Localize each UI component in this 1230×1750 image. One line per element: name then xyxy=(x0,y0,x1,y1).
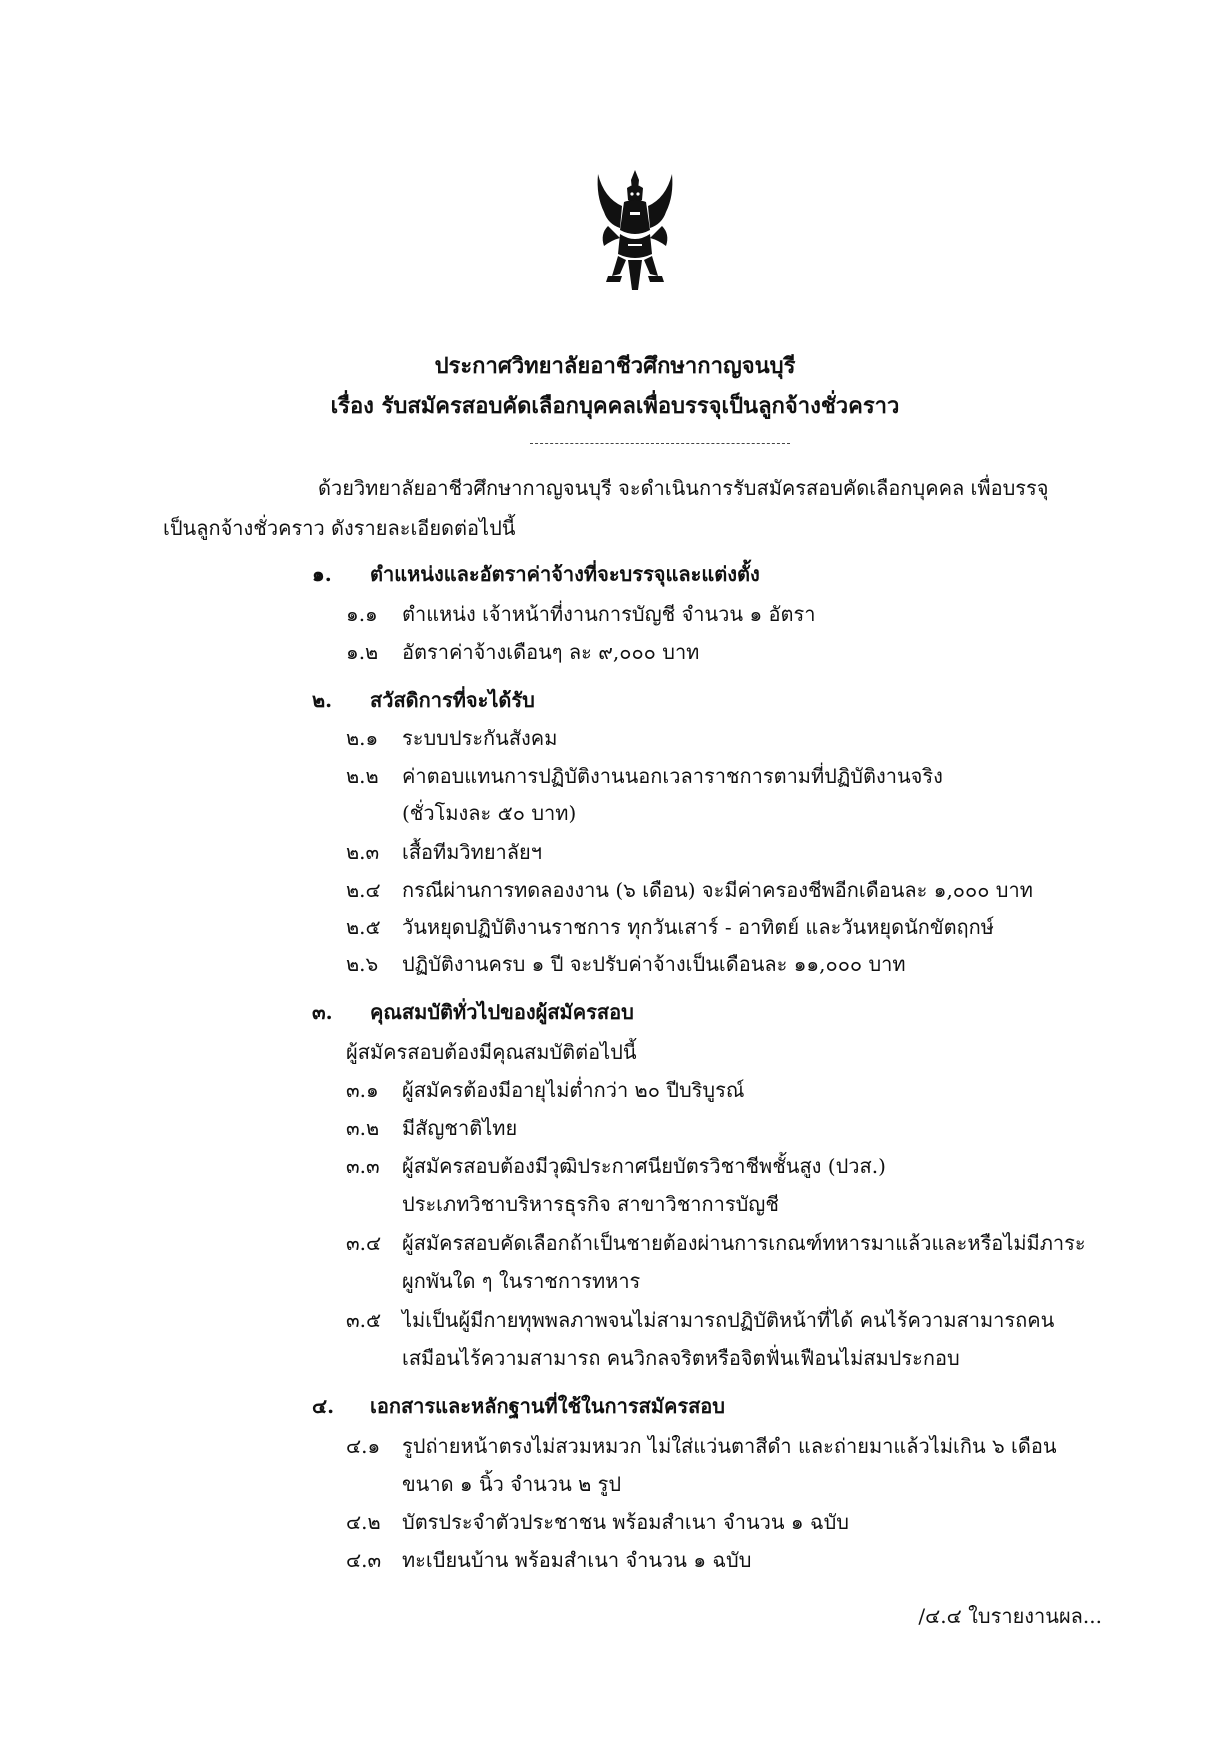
section-3-lead: ผู้สมัครสอบต้องมีคุณสมบัติต่อไปนี้ xyxy=(346,1040,637,1064)
list-item: ๒.๒ ค่าตอบแทนการปฏิบัติงานนอกเวลาราชการตามที่ปฏิบัติงานจริง xyxy=(346,764,943,788)
list-item: ๒.๑ ระบบประกันสังคม xyxy=(346,726,558,750)
list-item: ๓.๓ ผู้สมัครสอบต้องมีวุฒิประกาศนียบัตรวิชาชีพชั้นสูง (ปวส.) xyxy=(346,1154,886,1178)
list-item: ๔.๓ ทะเบียนบ้าน พร้อมสำเนา จำนวน ๑ ฉบับ xyxy=(346,1548,752,1572)
section-number: ๔. xyxy=(312,1394,335,1418)
list-item: ๓.๑ ผู้สมัครต้องมีอายุไม่ต่ำกว่า ๒๐ ปีบริบูรณ์ xyxy=(346,1078,745,1102)
list-item: ๒.๔ กรณีผ่านการทดลองงาน (๖ เดือน) จะมีค่าครองชีพอีกเดือนละ ๑,๐๐๐ บาท xyxy=(346,878,1033,902)
section-1-heading xyxy=(312,558,760,590)
list-item: ๒.๖ ปฏิบัติงานครบ ๑ ปี จะปรับค่าจ้างเป็นเดือนละ ๑๑,๐๐๐ บาท xyxy=(346,952,906,976)
list-item-continuation: ขนาด ๑ นิ้ว จำนวน ๒ รูป xyxy=(402,1472,622,1496)
list-item-continuation: ผูกพันใด ๆ ในราชการทหาร xyxy=(402,1269,641,1293)
section-number: ๓. xyxy=(312,1000,333,1024)
announcement-subject: เรื่อง รับสมัครสอบคัดเลือกบุคคลเพื่อบรรจุเป็นลูกจ้างชั่วคราว xyxy=(330,393,900,419)
list-item: ๑.๒ อัตราค่าจ้างเดือนๆ ละ ๙,๐๐๐ บาท xyxy=(346,640,700,664)
list-item: ๔.๑ รูปถ่ายหน้าตรงไม่สวมหมวก ไม่ใส่แว่นตาสีดำ และถ่ายมาแล้วไม่เกิน ๖ เดือน xyxy=(346,1434,1057,1458)
announcement-title: ประกาศวิทยาลัยอาชีวศึกษากาญจนบุรี xyxy=(434,353,796,379)
list-item: ๔.๒ บัตรประจำตัวประชาชน พร้อมสำเนา จำนวน ๑ ฉบับ xyxy=(346,1510,849,1534)
list-item: ๓.๔ ผู้สมัครสอบคัดเลือกถ้าเป็นชายต้องผ่านการเกณฑ์ทหารมาแล้วและหรือไม่มีภาระ xyxy=(346,1231,1086,1255)
list-item: ๓.๒ มีสัญชาติไทย xyxy=(346,1116,518,1140)
section-title: สวัสดิการที่จะได้รับ xyxy=(370,688,535,712)
list-item-continuation: เสมือนไร้ความสามารถ คนวิกลจริตหรือจิตฟั่นเฟือนไม่สมประกอบ xyxy=(402,1346,960,1370)
section-2-heading xyxy=(312,684,535,716)
title-divider xyxy=(530,443,790,444)
list-item: ๑.๑ ตำแหน่ง เจ้าหน้าที่งานการบัญชี จำนวน ๑ อัตรา xyxy=(346,602,816,626)
list-item-continuation: ประเภทวิชาบริหารธุรกิจ สาขาวิชาการบัญชี xyxy=(402,1192,779,1216)
section-title: ตำแหน่งและอัตราค่าจ้างที่จะบรรจุและแต่งตั้ง xyxy=(370,562,760,586)
list-item-continuation: (ชั่วโมงละ ๕๐ บาท) xyxy=(402,801,577,825)
section-4-heading xyxy=(312,1390,725,1422)
list-item: ๓.๕ ไม่เป็นผู้มีกายทุพพลภาพจนไม่สามารถปฏิบัติหน้าที่ได้ คนไร้ความสามารถคน xyxy=(346,1308,1055,1332)
intro-line-1: ด้วยวิทยาลัยอาชีวศึกษากาญจนบุรี จะดำเนินการรับสมัครสอบคัดเลือกบุคคล เพื่อบรรจุ xyxy=(318,476,1049,500)
section-title: คุณสมบัติทั่วไปของผู้สมัครสอบ xyxy=(370,1000,634,1024)
section-number: ๑. xyxy=(312,562,332,586)
section-title: เอกสารและหลักฐานที่ใช้ในการสมัครสอบ xyxy=(370,1394,725,1418)
garuda-emblem-icon xyxy=(594,168,676,298)
page-continuation: /๔.๔ ใบรายงานผล... xyxy=(918,1604,1102,1628)
section-3-heading xyxy=(312,996,634,1028)
intro-line-2: เป็นลูกจ้างชั่วคราว ดังรายละเอียดต่อไปนี้ xyxy=(163,516,516,540)
section-number: ๒. xyxy=(312,688,333,712)
list-item: ๒.๕ วันหยุดปฏิบัติงานราชการ ทุกวันเสาร์ - อาทิตย์ และวันหยุดนักขัตฤกษ์ xyxy=(346,915,994,939)
list-item: ๒.๓ เสื้อทีมวิทยาลัยฯ xyxy=(346,840,542,864)
